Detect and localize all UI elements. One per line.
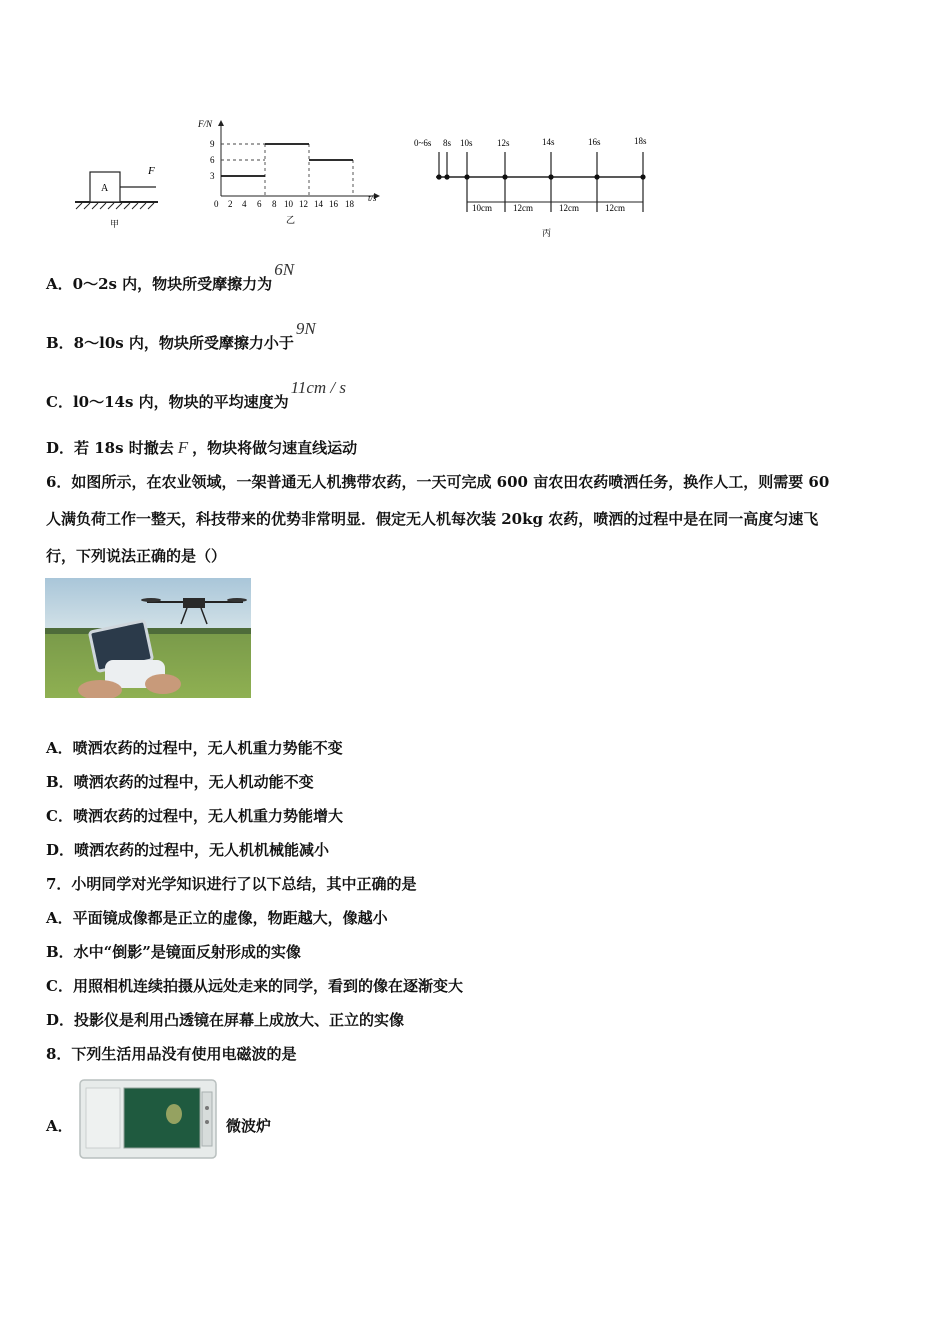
- block-a-label: A: [101, 183, 109, 194]
- time-label: 0~6s: [414, 138, 432, 148]
- q6-option-d: D．喷洒农药的过程中，无人机机械能减小: [46, 841, 330, 859]
- q6-stem-line-1: 6．如图所示，在农业领域，一架普通无人机携带农药，一天可完成 600 亩农田农药喷洒任务，换作人工，则需要 60: [46, 473, 830, 491]
- distance-labels: [472, 203, 625, 213]
- q6-stem-line-3: 行，下列说法正确的是（）: [46, 547, 227, 565]
- y-tick-6: 6: [210, 155, 215, 165]
- figure-bing: [408, 128, 663, 243]
- q5-option-d-pre: D．若 18s 时撤去: [46, 439, 174, 457]
- distance-label: 12cm: [559, 203, 579, 213]
- q6-option-a: A．喷洒农药的过程中，无人机重力势能不变: [46, 739, 343, 757]
- x-tick: 10: [284, 199, 293, 209]
- ground-hatching: [76, 203, 154, 209]
- q6-option-b: B．喷洒农药的过程中，无人机动能不变: [46, 773, 314, 791]
- x-tick: 14: [314, 199, 323, 209]
- drone-photo: [45, 578, 251, 698]
- time-label: 14s: [542, 137, 555, 147]
- distance-label: 10cm: [472, 203, 492, 213]
- force-label: F: [148, 165, 155, 177]
- microwave-photo: [78, 1078, 220, 1162]
- x-tick: 6: [257, 199, 262, 209]
- q6-option-c: C．喷洒农药的过程中，无人机重力势能增大: [46, 807, 343, 825]
- q7-option-a: A．平面镜成像都是正立的虚像，物距越大，像越小: [46, 909, 388, 927]
- x-axis-label: t/s: [368, 193, 377, 203]
- figure-jia: [70, 150, 170, 235]
- q5-option-d-math: F: [177, 438, 189, 457]
- distance-label: 12cm: [513, 203, 533, 213]
- x-tick: 12: [299, 199, 308, 209]
- guide-lines: [221, 144, 353, 196]
- q5-option-a: [46, 260, 295, 294]
- microwave-window: [124, 1088, 200, 1148]
- x-tick: 16: [329, 199, 338, 209]
- q5-option-b: [46, 319, 316, 353]
- q5-option-d: [46, 438, 357, 458]
- microwave-control-panel: [202, 1092, 212, 1146]
- figure-jia-caption: 甲: [110, 219, 120, 229]
- q7-option-d: D．投影仪是利用凸透镜在屏幕上成放大、正立的实像: [46, 1011, 405, 1029]
- y-axis-arrow: [218, 120, 224, 126]
- q5-option-c-math: 11cm / s: [290, 378, 347, 397]
- figure-yi: [192, 112, 388, 232]
- time-label: 8s: [443, 138, 452, 148]
- x-tick: 0: [214, 199, 219, 209]
- x-ticks: [214, 199, 355, 209]
- distance-label: 12cm: [605, 203, 625, 213]
- q5-option-a-text: A．0～2s 内，物块所受摩擦力为: [46, 275, 273, 293]
- x-tick: 18: [345, 199, 354, 209]
- figure-bing-caption: 丙: [542, 228, 552, 238]
- y-tick-3: 3: [210, 171, 215, 181]
- time-label: 10s: [460, 138, 473, 148]
- q5-option-b-text: B．8～l0s 内，物块所受摩擦力小于: [46, 334, 294, 352]
- y-tick-9: 9: [210, 139, 215, 149]
- y-axis-label: F/N: [198, 119, 213, 129]
- q7-stem: 7．小明同学对光学知识进行了以下总结，其中正确的是: [46, 875, 417, 893]
- q8-option-a-letter: A．: [46, 1117, 73, 1135]
- q7-option-c: C．用照相机连续拍摄从远处走来的同学，看到的像在逐渐变大: [46, 977, 463, 995]
- q6-stem-line-2: 人满负荷工作一整天，科技带来的优势非常明显．假定无人机每次装 20kg 农药，喷洒的过程中是在同一高度匀速飞: [46, 510, 819, 528]
- time-label: 16s: [588, 137, 601, 147]
- q5-option-a-math: 6N: [274, 260, 295, 279]
- q5-option-b-math: 9N: [295, 319, 316, 338]
- q8-stem: 8．下列生活用品没有使用电磁波的是: [46, 1045, 297, 1063]
- x-tick: 8: [272, 199, 277, 209]
- x-tick: 4: [242, 199, 247, 209]
- time-labels: [414, 136, 647, 148]
- q5-option-c: [46, 378, 347, 412]
- time-label: 18s: [634, 136, 647, 146]
- q5-option-c-text: C．l0～14s 内，物块的平均速度为: [46, 393, 289, 411]
- q8-option-a-text: 微波炉: [226, 1117, 272, 1135]
- x-tick: 2: [228, 199, 233, 209]
- q7-option-b: B．水中“倒影”是镜面反射形成的实像: [46, 943, 301, 961]
- q5-option-d-post: ，物块将做匀速直线运动: [192, 439, 358, 457]
- figure-yi-caption: 乙: [286, 215, 296, 225]
- time-label: 12s: [497, 138, 510, 148]
